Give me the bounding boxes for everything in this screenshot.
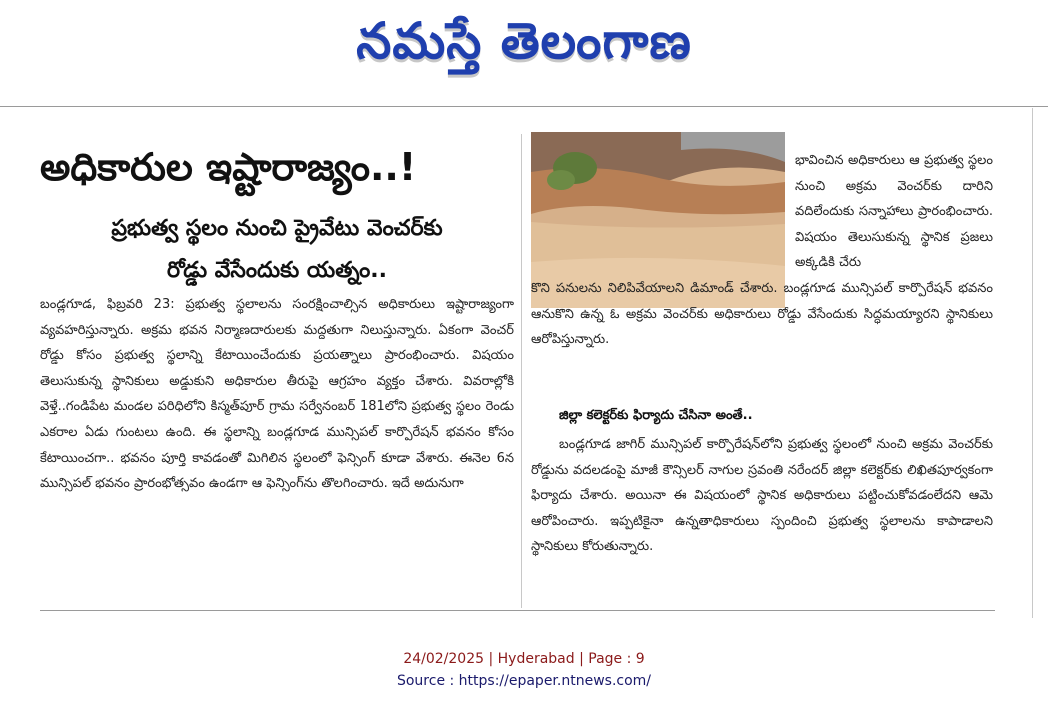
subheadline-line-2: రోడ్డు వేసేందుకు యత్నం.. <box>166 258 388 283</box>
subheadline-line-1: ప్రభుత్వ స్థలం నుంచి ప్రైవేటు వెంచర్‌కు <box>111 216 443 241</box>
article-body-right-top: భావించిన అధికారులు ఆ ప్రభుత్వ స్థలం నుంచి అక్రమ వెంచర్‌కు దారిని వదిలేందుకు సన్నాహాలు ప్రారంభించారు. విషయం తెలుసుకున్న స్థానిక ప్రజలు అక్కడికి చేరు <box>795 153 993 271</box>
masthead <box>0 0 1048 92</box>
source-link[interactable]: Source : https://epaper.ntnews.com/ <box>396 673 652 689</box>
masthead-divider <box>0 106 1048 107</box>
article-subheadline <box>40 208 514 292</box>
news-article <box>0 108 1048 628</box>
article-bottom-divider <box>40 610 995 611</box>
subsection-heading: జిల్లా కలెక్టర్‌కు ఫిర్యాదు చేసినా అంతే.. <box>559 408 753 423</box>
article-body-left-column: బండ్లగూడ, ఫిబ్రవరి 23: ప్రభుత్వ స్థలాలను సంరక్షించాల్సిన అధికారులు ఇష్టారాజ్యంగా వ్యవహరిస్తున్నారు. అక్రమ భవన నిర్మాణదారులకు మద్దతుగా నిలుస్తున్నారు. ఏకంగా వెంచర్ రోడ్డు కోసం ప్రభుత్వ స్థలాన్ని కేటాయించేందుకు ప్రయత్నాలు ప్రారంభించారు. విషయం తెలుసుకున్న స్థానికులు అడ్డుకుని అధికారుల తీరుపై ఆగ్రహం వ్యక్తం చేశారు. వివరాల్లోకి వెళ్తే..గండిపేట మండల పరిధిలోని కిస్మత్‌పూర్ గ్రామ సర్వేనంబర్ 181లోని ప్రభుత్వ స్థలం రెండు ఎకరాల ఏడు గుంటలు ఉంది. ఈ స్థలాన్ని బండ్లగూడ మున్సిపల్ కార్పొరేషన్ భవనం కోసం కేటాయించగా.. భవనం పూర్తి కావడంతో మిగిలిన స్థలంలో ఫెన్సింగ్ కూడా వేశారు. ఈనెల 6న మున్సిపల్ భవనం ప్రారంభోత్సవం ఉండగా ఆ ఫెన్సింగ్‌ను తొలగించారు. ఇదే అదునుగా <box>40 297 514 492</box>
article-body-right-bottom: బండ్లగూడ జాగిర్ మున్సిపల్ కార్పొరేషన్‌లోని ప్రభుత్వ స్థలంలో నుంచి అక్రమ వెంచర్‌కు రోడ్డును వదలడంపై మాజీ కౌన్సిలర్ నాగుల స్రవంతి నరేందర్ జిల్లా కలెక్టర్‌కు లిఖితపూర్వకంగా ఫిర్యాదు చేశారు. అయినా ఈ విషయంలో స్థానిక అధికారులు పట్టించుకోవడంలేదని ఆమె ఆరోపించారు. ఇప్పటికైనా ఉన్నతాధికారులు స్పందించి ప్రభుత్వ స్థలాలను కాపాడాలని స్థానికులు కోరుతున్నారు. <box>531 437 993 555</box>
column-divider <box>521 134 522 608</box>
edition-info: 24/02/2025 | Hyderabad | Page : 9 <box>403 651 645 667</box>
article-headline: అధికారుల ఇష్టారాజ్యం..! <box>40 145 417 189</box>
page-footer <box>0 648 1048 692</box>
newspaper-logo: నమస్తే తెలంగాణ <box>356 12 692 70</box>
article-body-right-wide: కొని పనులను నిలిపివేయాలని డిమాండ్ చేశారు. బండ్లగూడ మున్సిపల్ కార్పొరేషన్ భవనం ఆనుకొని ఉన్న ఓ అక్రమ వెంచర్‌కు అధికారులు రోడ్డు వేసేందుకు సిద్ధమయ్యారని స్థానికులు ఆరోపిస్తున్నారు. <box>531 281 993 348</box>
page-edge-divider <box>1032 108 1033 618</box>
